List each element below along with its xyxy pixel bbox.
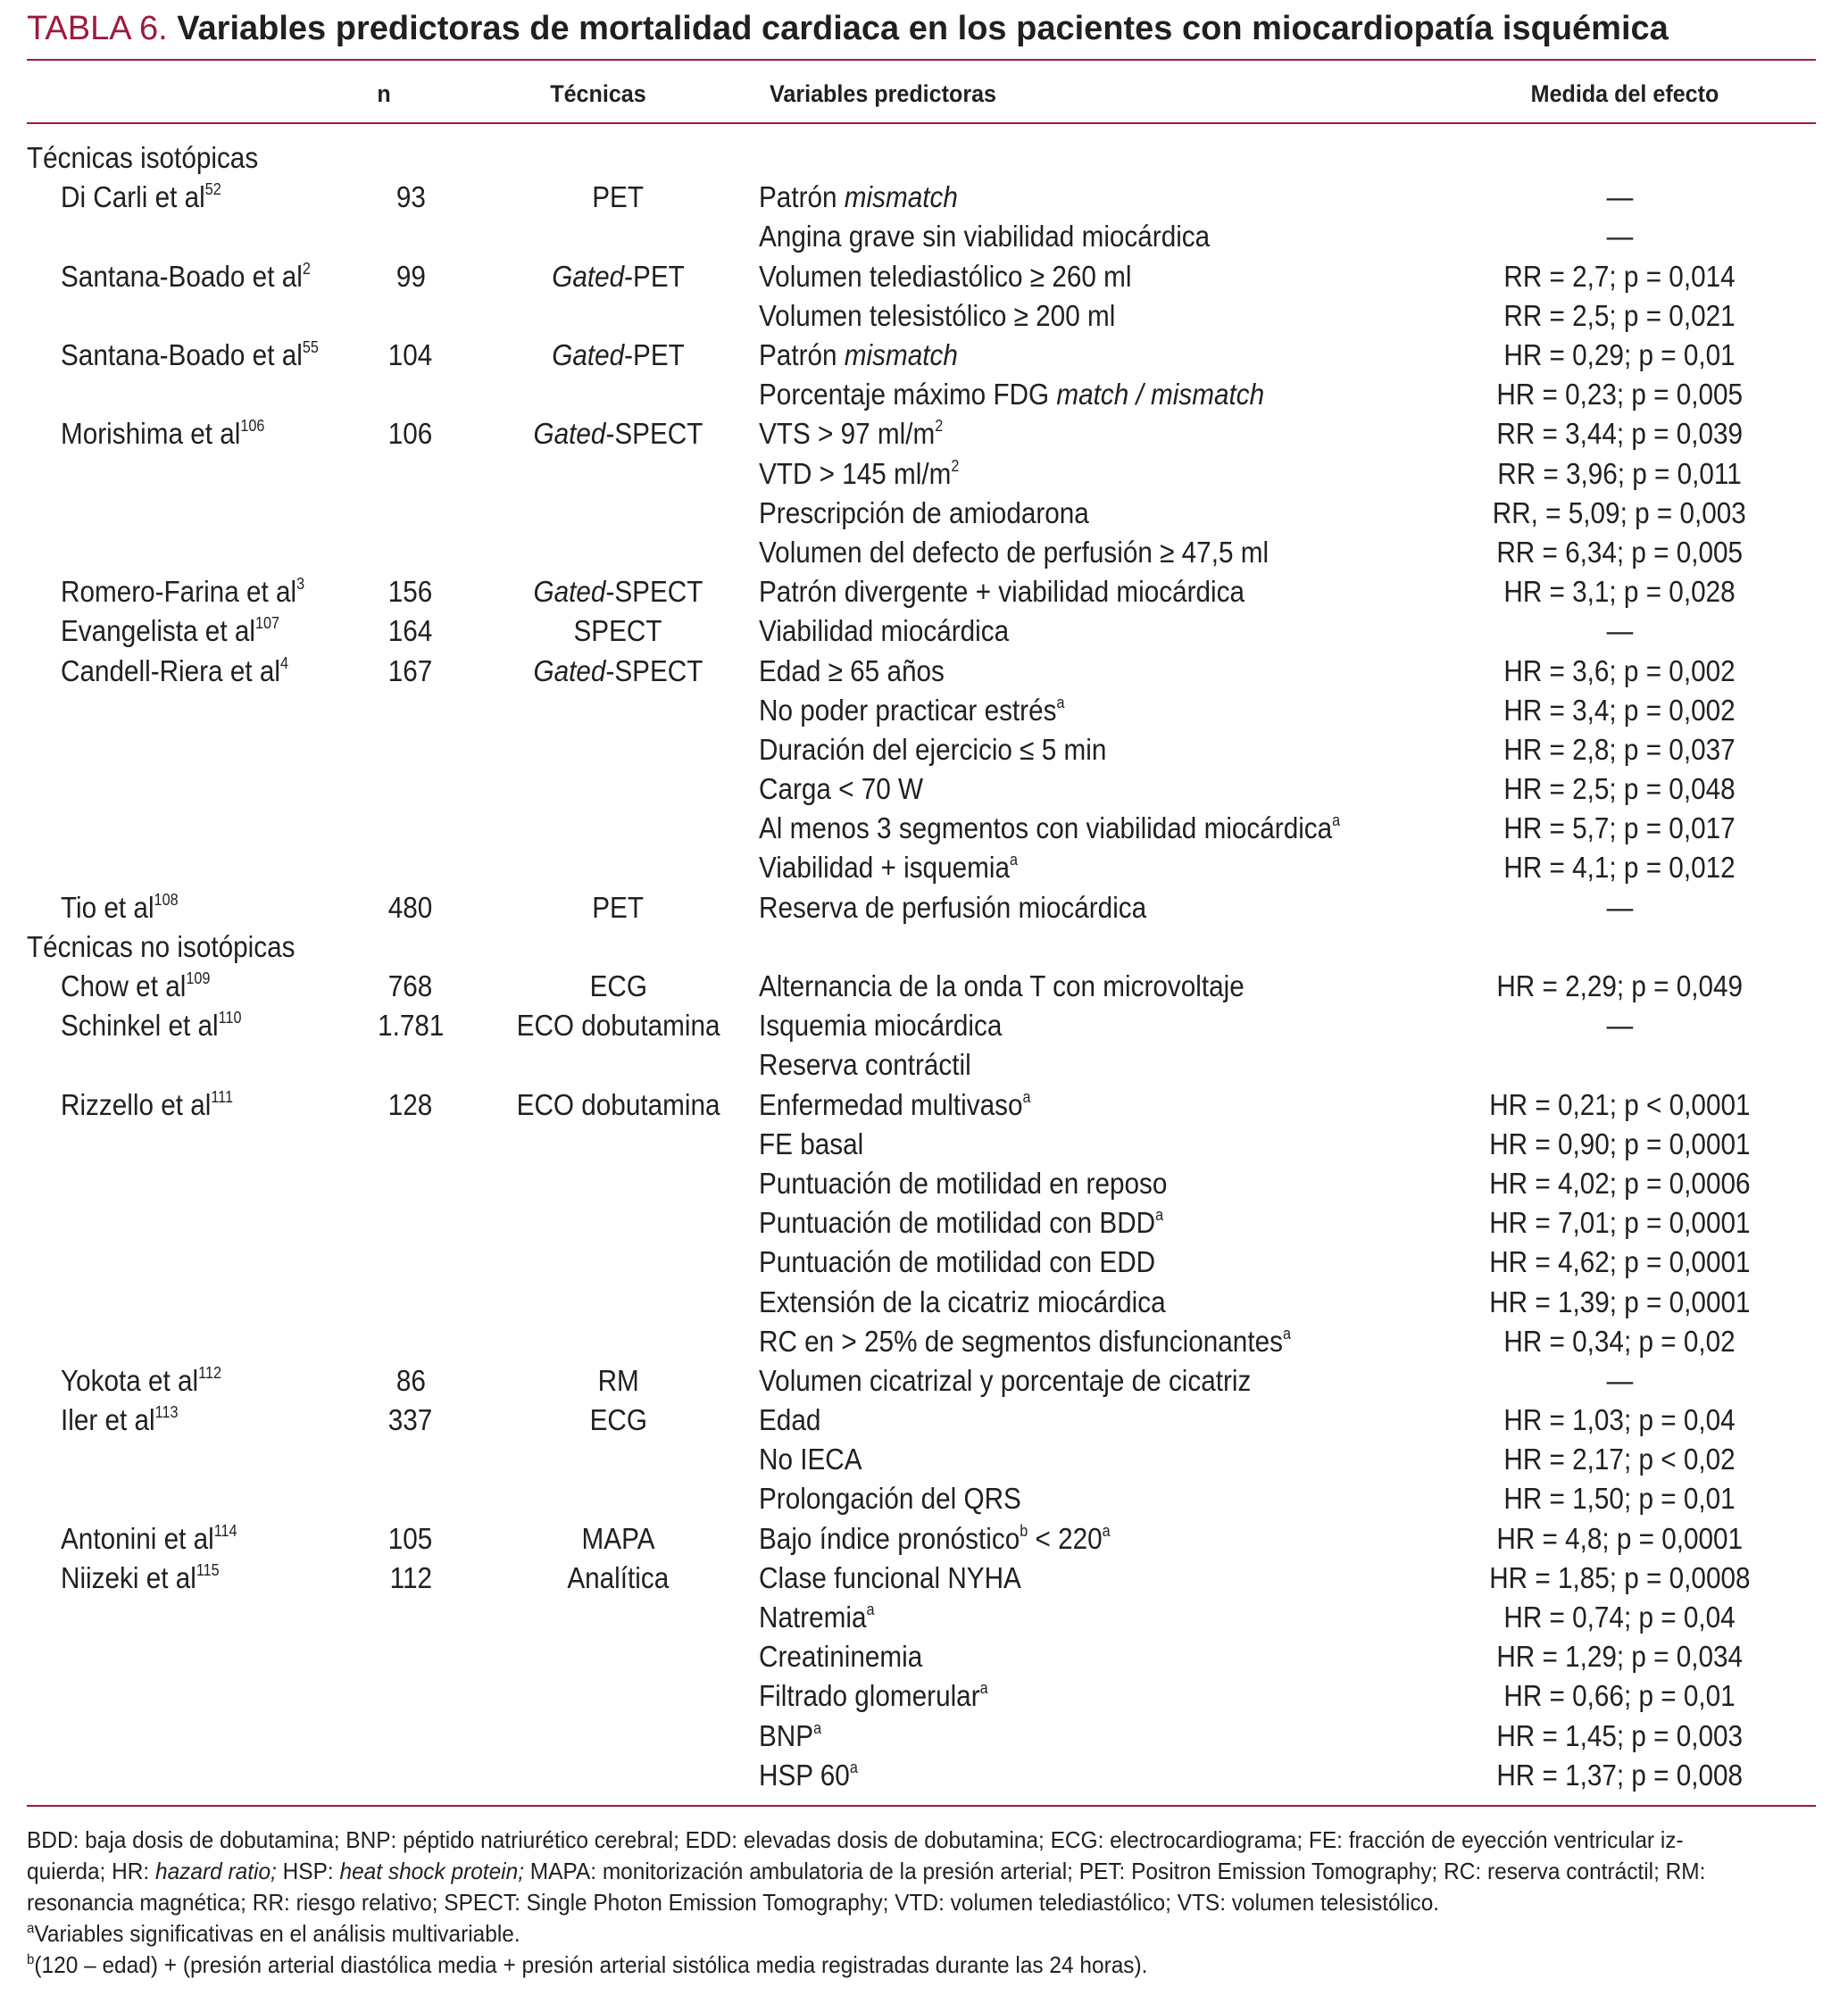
empty-cell [478,1164,759,1203]
table-row [27,572,1816,611]
predictor-variable: Volumen telesistólico ≥ 200 ml [759,298,1116,332]
empty-cell [344,494,478,533]
study-n: 156 [388,575,433,609]
predictor-variable: Viabilidad miocárdica [759,614,1010,648]
predictor-variable: Al menos 3 segmentos con viabilidad miocárdica$^a$ [759,811,1341,845]
empty-cell [27,1203,344,1243]
effect-measure: — [1606,180,1633,214]
empty-cell [478,1717,759,1756]
predictor-variable: Puntuación de motilidad en reposo [759,1166,1168,1200]
section-row [27,927,1816,967]
empty-cell [344,691,478,730]
predictor-variable: Filtrado glomerular$^a$ [759,1679,988,1713]
empty-cell [27,848,344,887]
footnote-a: $^a$Variables significativas en el análisis multivariable. [27,1920,520,1947]
table-row [27,769,1816,809]
empty-cell [478,1243,759,1282]
study-n: 480 [388,890,433,924]
header-medida: Medida del efecto [1530,80,1719,107]
predictor-variable: Natremia$^a$ [759,1601,875,1634]
predictor-variable: Creatininemia [759,1640,923,1674]
empty-cell [478,296,759,336]
table-row [27,1401,1816,1440]
empty-cell [344,1282,478,1321]
footnote-b: $^b$(120 – edad) + (presión arterial diastólica media + presión arterial sistólica media registradas durante las 24 horas). [27,1951,1148,1978]
predictor-variable: Alternancia de la onda T con microvoltaje [759,969,1244,1003]
table-row [27,1519,1816,1559]
study-n: 167 [388,653,433,687]
empty-cell [478,1637,759,1676]
table-row [27,533,1816,572]
empty-cell [27,1717,344,1756]
effect-measure: HR = 0,74; p = 0,04 [1503,1601,1736,1634]
study-n: 337 [388,1403,433,1437]
study-tecnica: Gated-PET [552,259,685,293]
predictor-variable: Volumen cicatrizal y porcentaje de cicatriz [759,1363,1252,1397]
effect-measure: HR = 1,03; p = 0,04 [1503,1403,1736,1437]
study-n: 164 [388,614,433,648]
predictor-variable: Puntuación de motilidad con BDD$^a$ [759,1206,1164,1240]
effect-measure: HR = 1,37; p = 0,008 [1496,1758,1743,1792]
study-author: Santana-Boado et $al^{55}$ [61,338,319,372]
table-row [27,888,1816,927]
table-row [27,1440,1816,1479]
table-row [27,1006,1816,1045]
predictor-variable: No IECA [759,1443,862,1476]
effect-measure: HR = 0,66; p = 0,01 [1503,1679,1736,1713]
study-tecnica: PET [592,180,645,214]
empty-cell [344,809,478,848]
study-tecnica: PET [592,890,645,924]
effect-measure: HR = 0,34; p = 0,02 [1503,1324,1736,1358]
empty-cell [27,691,344,730]
empty-cell [344,1637,478,1676]
table-row [27,1045,1816,1085]
study-tecnica: Gated-SPECT [533,653,703,687]
empty-cell [27,809,344,848]
empty-cell [27,1756,344,1795]
empty-cell [344,454,478,494]
study-author: Tio et $al^{108}$ [61,890,179,924]
study-tecnica: Gated-SPECT [533,417,703,451]
empty-cell [344,1203,478,1243]
table-row [27,1756,1816,1795]
empty-cell [27,730,344,769]
study-tecnica: ECO dobutamina [516,1009,720,1043]
predictor-variable: Prolongación del QRS [759,1482,1021,1516]
empty-cell [478,1756,759,1795]
predictor-variable: Porcentaje máximo FDG match / mismatch [759,378,1265,412]
effect-measure: HR = 0,29; p = 0,01 [1503,338,1736,372]
table-row [27,1125,1816,1164]
empty-cell [478,809,759,848]
study-tecnica: ECO dobutamina [516,1087,720,1121]
table-row [27,336,1816,375]
table-row [27,730,1816,769]
effect-measure: HR = 2,8; p = 0,037 [1503,732,1736,766]
empty-cell [478,217,759,256]
empty-cell [478,454,759,494]
empty-cell [478,375,759,414]
empty-cell [27,296,344,336]
empty-cell [344,533,478,572]
empty-cell [344,1322,478,1361]
effect-measure: HR = 3,6; p = 0,002 [1503,653,1736,687]
empty-cell [478,533,759,572]
predictor-variable: Reserva de perfusión miocárdica [759,890,1147,924]
study-n: 106 [388,417,433,451]
study-n: 768 [388,969,433,1003]
abbreviations-line-1: BDD: baja dosis de dobutamina; BNP: péptido natriurético cerebral; EDD: elevadas dosis de dobutamina; ECG: electrocardiograma; FE: fracción de eyección ventricular iz- [27,1826,1684,1853]
abbreviations-line-2: quierda; HR: hazard ratio; HSP: heat shock protein; MAPA: monitorización ambulatoria de la presión arterial; PET: Positron Emission Tomography; RC: reserva contráctil; RM: [27,1858,1706,1884]
empty-cell [344,1676,478,1716]
effect-measure: HR = 4,62; p = 0,0001 [1488,1245,1751,1279]
table-row [27,1598,1816,1637]
predictor-variable: Volumen telediastólico ≥ 260 ml [759,259,1132,293]
effect-measure: HR = 3,1; p = 0,028 [1503,575,1736,609]
effect-measure: HR = 1,50; p = 0,01 [1503,1482,1736,1516]
empty-cell [27,217,344,256]
predictor-variable: Bajo índice pronóstico$^b$ < $220^a$ [759,1521,1111,1555]
study-tecnica: SPECT [573,614,663,648]
predictor-variable: Patrón divergente + viabilidad miocárdica [759,575,1244,609]
study-n: 105 [388,1521,433,1555]
effect-measure [1423,1045,1816,1085]
empty-cell [27,454,344,494]
empty-cell [478,1203,759,1243]
table-row [27,1637,1816,1676]
table-row [27,296,1816,336]
predictor-variable: Patrón mismatch [759,180,958,214]
empty-cell [478,691,759,730]
effect-measure: HR = 1,85; p = 0,0008 [1488,1560,1751,1594]
results-table [27,138,1816,1795]
empty-cell [344,1045,478,1085]
table-bottom-rule [27,1805,1816,1807]
effect-measure: RR = 6,34; p = 0,005 [1496,535,1743,569]
footnotes [27,1825,1816,1981]
table-title-text: Variables predictoras de mortalidad cardiaca en los pacientes con miocardiopatía isquémica [177,10,1669,47]
predictor-variable: Prescripción de amiodarona [759,495,1089,529]
study-tecnica: ECG [589,969,647,1003]
empty-cell [478,1282,759,1321]
effect-measure: RR, = 5,09; p = 0,003 [1492,495,1746,529]
effect-measure: HR = 2,29; p = 0,049 [1496,969,1743,1003]
table-row [27,1243,1816,1282]
header-tecnicas: Técnicas [550,80,646,107]
table-row [27,1282,1816,1321]
effect-measure: — [1606,220,1633,254]
study-n: 104 [388,338,433,372]
predictor-variable: Edad ≥ 65 años [759,653,945,687]
study-tecnica: MAPA [581,1521,655,1555]
predictor-variable: FE basal [759,1127,864,1160]
empty-cell [27,769,344,809]
study-author: Romero-Farina et $al^3$ [61,575,305,609]
effect-measure: HR = 4,1; p = 0,012 [1503,851,1736,885]
abbreviations-line-3: resonancia magnética; RR: riesgo relativo; SPECT: Single Photon Emission Tomography; VTD: volumen telediastólico; VTS: volumen telesistólico. [27,1889,1440,1916]
study-author: Rizzello et $al^{111}$ [61,1087,234,1121]
table-row [27,1717,1816,1756]
empty-cell [478,1440,759,1479]
empty-cell [27,494,344,533]
study-author: Schinkel et $al^{110}$ [61,1009,242,1043]
table-row [27,1322,1816,1361]
table-row [27,375,1816,414]
title-rule [27,59,1816,61]
empty-cell [344,1164,478,1203]
predictor-variable: RC en > 25% de segmentos disfuncionantes$^a$ [759,1324,1291,1358]
results-table-body [27,138,1816,1795]
empty-cell [478,848,759,887]
empty-cell [27,1045,344,1085]
table-row [27,691,1816,730]
effect-measure: HR = 1,39; p = 0,0001 [1488,1285,1751,1318]
effect-measure: — [1606,1009,1633,1043]
effect-measure: HR = 2,5; p = 0,048 [1503,772,1736,806]
empty-cell [478,1125,759,1164]
empty-cell [27,1676,344,1716]
empty-cell [478,1598,759,1637]
table-title [27,5,1821,52]
empty-cell [344,1479,478,1518]
study-tecnica: ECG [589,1403,647,1437]
empty-cell [27,533,344,572]
effect-measure: HR = 7,01; p = 0,0001 [1488,1206,1751,1240]
predictor-variable: Carga < 70 W [759,772,924,806]
study-author: Chow et $al^{109}$ [61,969,211,1003]
empty-cell [344,1125,478,1164]
empty-cell [27,1637,344,1676]
table-row [27,178,1816,217]
empty-cell [344,730,478,769]
effect-measure: RR = 2,7; p = 0,014 [1503,259,1736,293]
effect-measure: HR = 1,29; p = 0,034 [1496,1640,1743,1674]
section-row [27,138,1816,178]
table-row [27,967,1816,1006]
empty-cell [478,1479,759,1518]
effect-measure: HR = 0,23; p = 0,005 [1496,378,1743,412]
empty-cell [27,375,344,414]
effect-measure: HR = 4,02; p = 0,0006 [1488,1166,1751,1200]
study-n: 112 [389,1560,432,1594]
effect-measure: HR = 0,90; p = 0,0001 [1488,1127,1751,1160]
empty-cell [344,769,478,809]
table-row [27,1559,1816,1598]
effect-measure: RR = 3,96; p = 0,011 [1497,456,1742,490]
effect-measure: HR = 1,45; p = 0,003 [1496,1718,1743,1752]
predictor-variable: Isquemia miocárdica [759,1009,1003,1043]
effect-measure: — [1606,1363,1633,1397]
predictor-variable: VTS > 97 $ml/m^2$ [759,417,944,451]
table-row [27,1676,1816,1716]
predictor-variable: Angina grave sin viabilidad miocárdica [759,220,1211,254]
predictor-variable: Viabilidad + isquemia$^a$ [759,851,1018,885]
predictor-variable: Volumen del defecto de perfusión ≥ 47,5 ml [759,535,1269,569]
study-n: 99 [395,259,426,293]
table-row [27,1479,1816,1518]
empty-cell [344,848,478,887]
predictor-variable: Enfermedad multivaso$^a$ [759,1087,1031,1121]
empty-cell [344,1717,478,1756]
predictor-variable: Extensión de la cicatriz miocárdica [759,1285,1166,1318]
empty-cell [344,217,478,256]
empty-cell [27,1598,344,1637]
predictor-variable: VTD > 145 $ml/m^2$ [759,456,960,490]
empty-cell [478,730,759,769]
study-author: Candell-Riera et $al^4$ [61,653,288,687]
study-author: Antonini et $al^{114}$ [61,1521,237,1555]
effect-measure: RR = 2,5; p = 0,021 [1503,298,1736,332]
predictor-variable: HSP 60$^a$ [759,1758,858,1792]
empty-cell [27,1243,344,1282]
empty-cell [27,1282,344,1321]
predictor-variable: No poder practicar estrés$^a$ [759,693,1065,727]
predictor-variable: Reserva contráctil [759,1048,971,1082]
study-tecnica: RM [597,1363,639,1397]
empty-cell [478,494,759,533]
effect-measure: RR = 3,44; p = 0,039 [1496,417,1743,451]
empty-cell [478,1322,759,1361]
predictor-variable: BNP$^a$ [759,1718,822,1752]
study-author: Di Carli et $al^{52}$ [61,180,221,214]
predictor-variable: Edad [759,1403,821,1437]
header-rule [27,122,1816,124]
table-row [27,257,1816,296]
table-label: TABLA 6. [27,10,168,47]
empty-cell [344,1440,478,1479]
effect-measure: HR = 0,21; p < 0,0001 [1488,1087,1751,1121]
header-variables: Variables predictoras [770,80,997,107]
empty-cell [27,1322,344,1361]
predictor-variable: Puntuación de motilidad con EDD [759,1245,1156,1279]
empty-cell [344,1598,478,1637]
table-row [27,1203,1816,1243]
table-row [27,651,1816,690]
table-row [27,611,1816,651]
empty-cell [478,769,759,809]
study-n: 93 [395,180,426,214]
table-row [27,414,1816,453]
table-row [27,848,1816,887]
effect-measure: HR = 2,17; p < 0,02 [1503,1443,1736,1476]
header-n: n [377,80,391,107]
table-row [27,454,1816,494]
study-author: Evangelista et $al^{107}$ [61,614,279,648]
study-n: 86 [395,1363,426,1397]
effect-measure: HR = 5,7; p = 0,017 [1503,811,1736,845]
study-tecnica: Analítica [567,1560,670,1594]
study-tecnica: Gated-SPECT [533,575,703,609]
predictor-variable: Clase funcional NYHA [759,1560,1021,1594]
empty-cell [478,1676,759,1716]
study-author: Niizeki et $al^{115}$ [61,1560,220,1594]
table-row [27,1085,1816,1125]
empty-cell [27,1125,344,1164]
effect-measure: — [1606,890,1633,924]
empty-cell [27,1479,344,1518]
empty-cell [344,296,478,336]
predictor-variable: Duración del ejercicio ≤ 5 min [759,732,1107,766]
section-title: Técnicas isotópicas [27,141,259,175]
study-n: 128 [388,1087,433,1121]
table-row [27,1361,1816,1401]
effect-measure: — [1606,614,1633,648]
empty-cell [344,1243,478,1282]
empty-cell [478,1045,759,1085]
empty-cell [344,1756,478,1795]
study-author: Iler et $al^{113}$ [61,1403,179,1437]
study-tecnica: Gated-PET [552,338,685,372]
effect-measure: HR = 3,4; p = 0,002 [1503,693,1736,727]
predictor-variable: Patrón mismatch [759,338,958,372]
study-n: 1.781 [377,1009,445,1043]
study-author: Morishima et $al^{106}$ [61,417,265,451]
table-row [27,1164,1816,1203]
table-row [27,217,1816,256]
empty-cell [344,375,478,414]
effect-measure: HR = 4,8; p = 0,0001 [1496,1521,1743,1555]
empty-cell [27,1164,344,1203]
table-row [27,494,1816,533]
table-row [27,809,1816,848]
section-title: Técnicas no isotópicas [27,929,296,963]
study-author: Santana-Boado et $al^2$ [61,259,311,293]
study-author: Yokota et $al^{112}$ [61,1363,221,1397]
empty-cell [27,1440,344,1479]
